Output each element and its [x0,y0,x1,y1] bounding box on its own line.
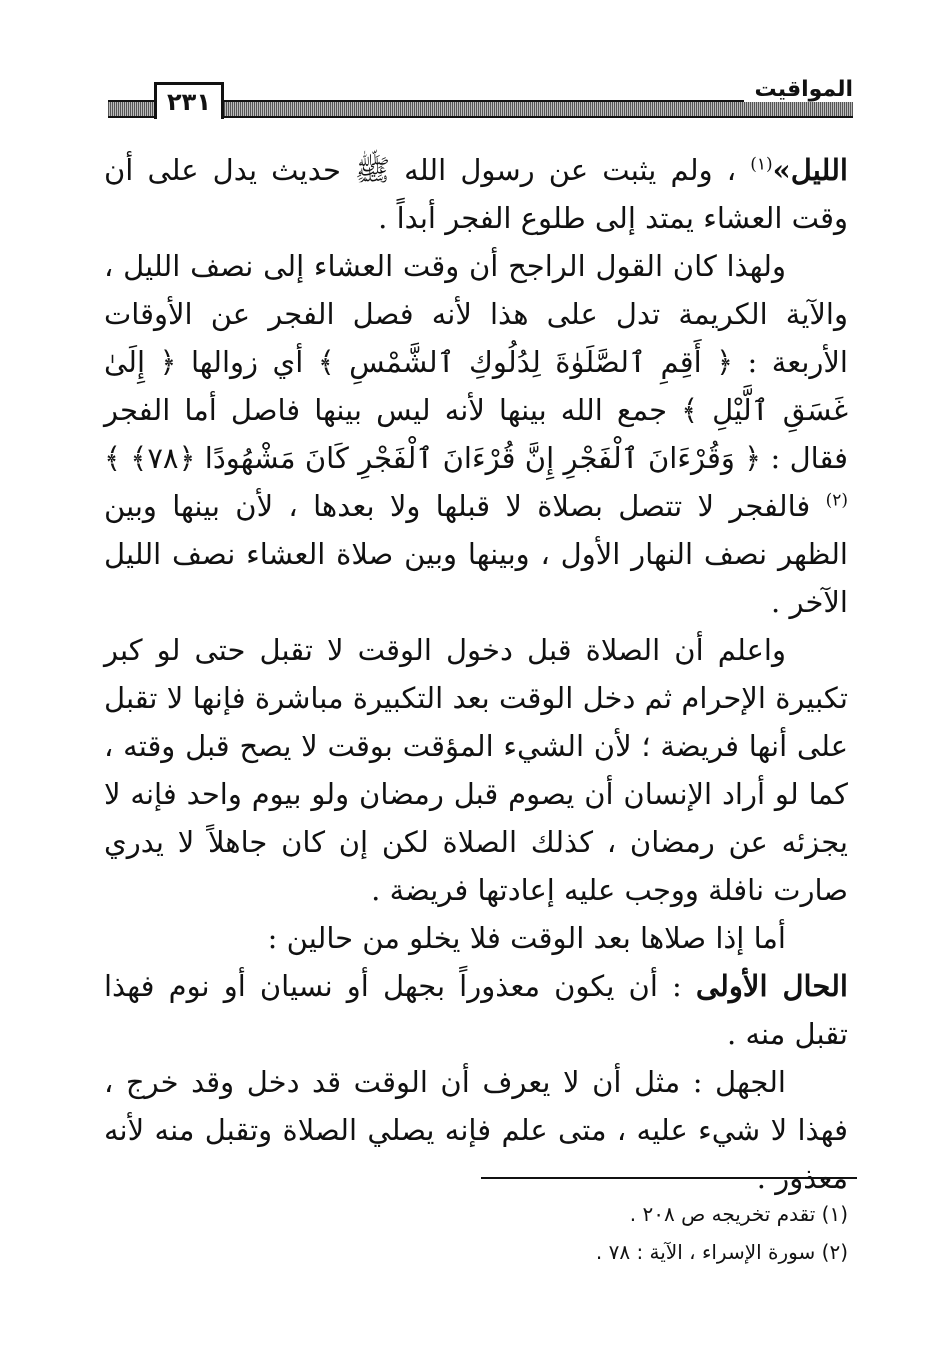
page-number: ٢٣١ [154,82,224,119]
footnote-1: (١) تقدم تخريجه ص ٢٠٨ . [629,1202,848,1226]
paragraph-1-text: ، ولم يثبت عن رسول الله ﷺ حديث يدل على أن وقت العشاء يمتد إلى طلوع الفجر أبداً . [104,153,848,235]
running-title: المواقيت [744,78,853,102]
page-header [108,78,853,122]
case-one-label: الحال الأولى [695,969,848,1003]
footnotes [104,1195,848,1271]
quote-end: الليل» [772,153,848,187]
paragraph-2 [104,242,848,626]
footnote-separator [481,1177,857,1179]
paragraph-4: أما إذا صلاها بعد الوقت فلا يخلو من حالين : [267,921,786,955]
paragraph-6: الجهل : مثل أن لا يعرف أن الوقت قد دخل وقد خرج ، فهذا لا شيء عليه ، متى علم فإنه يصلي الصلاة وتقبل منه لأنه معذور . [104,1065,848,1195]
paragraph-2-text: ولهذا كان القول الراجح أن وقت العشاء إلى نصف الليل ، والآية الكريمة تدل على هذا لأنه فصل الفجر عن الأوقات الأربعة : ﴿ أَقِمِ ٱلصَّلَوٰةَ لِدُلُوكِ ٱلشَّمْسِ ﴾ أي زوالها ﴿ إِلَىٰ غَسَقِ ٱلَّيْلِ ﴾ جمع الله بينها لأنه ليس بينها فاصل أما الفجر فقال : ﴿ وَقُرْءَانَ ٱلْفَجْرِ إِنَّ قُرْءَانَ ٱلْفَجْرِ كَانَ مَشْهُودًا ﴿٧٨﴾ ﴾ [104,249,849,475]
paragraph-1 [104,146,848,242]
body-text [104,146,848,1202]
footnote-2: (٢) سورة الإسراء ، الآية : ٧٨ . [595,1240,848,1264]
footnote-ref-2[interactable]: (٢) [825,490,848,511]
paragraph-5 [104,962,848,1058]
footnote-ref-1[interactable]: (١) [750,154,773,175]
paragraph-3: واعلم أن الصلاة قبل دخول الوقت لا تقبل حتى لو كبر تكبيرة الإحرام ثم دخل الوقت بعد التكبيرة مباشرة فإنها لا تقبل على أنها فريضة ؛ لأن الشيء المؤقت بوقت لا يصح قبل وقته ، كما لو أراد الإنسان أن يصوم قبل رمضان ولو بيوم واحد فإنه لا يجزئه عن رمضان ، كذلك الصلاة لكن إن كان جاهلاً لا يدري صارت نافلة ووجب عليه إعادتها فريضة . [104,633,848,907]
paragraph-2-continued: فالفجر لا تتصل بصلاة لا قبلها ولا بعدها ، لأن بينها وبين الظهر نصف النهار الأول ، وبينها وبين صلاة العشاء نصف الليل الآخر . [104,489,848,619]
case-one-text: : أن يكون معذوراً بجهل أو نسيان أو نوم فهذا تقبل منه . [104,969,848,1051]
